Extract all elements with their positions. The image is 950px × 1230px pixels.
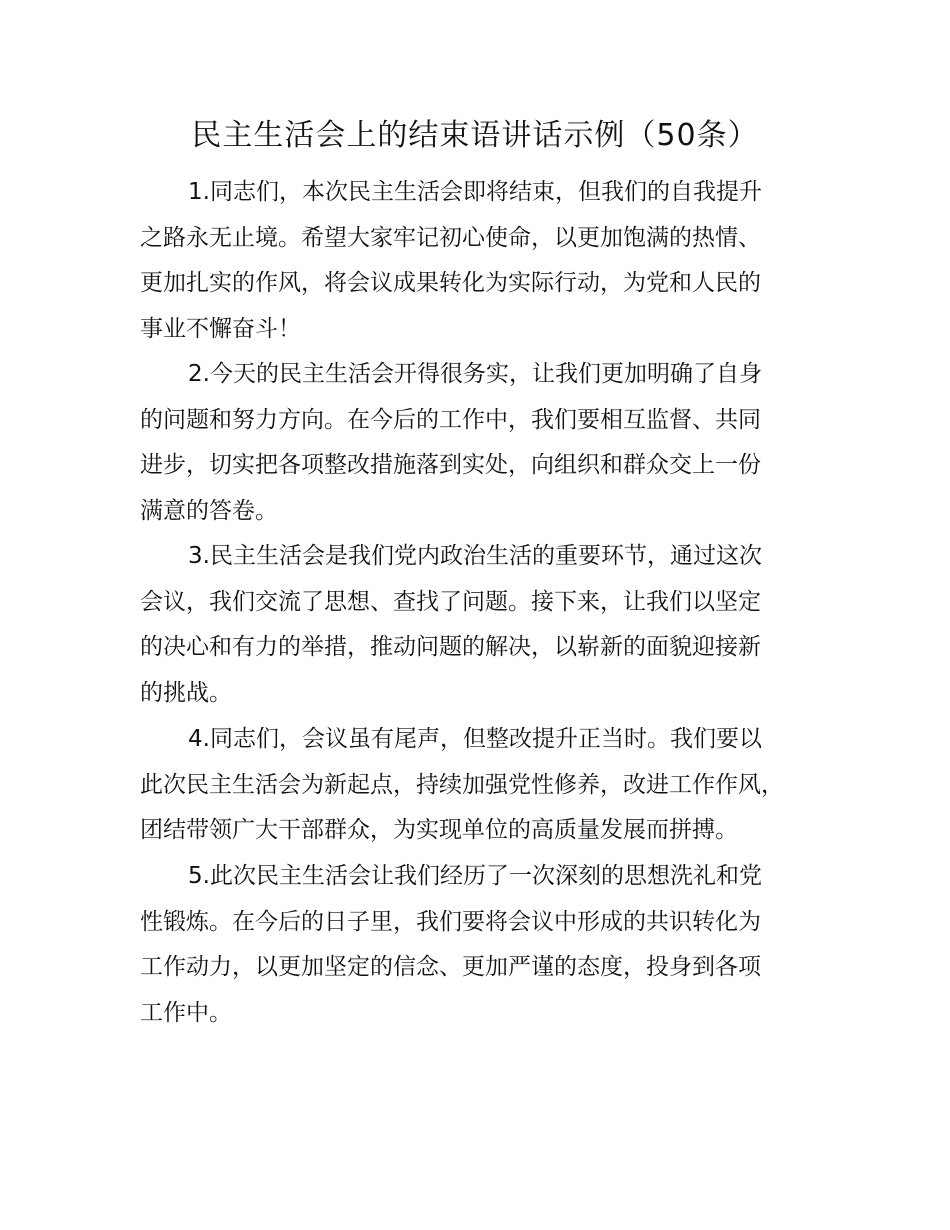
paragraph-line: 4.同志们，会议虽有尾声，但整改提升正当时。我们要以	[188, 726, 762, 752]
paragraph-1	[140, 170, 762, 352]
paragraph-5	[140, 854, 762, 1036]
document-title: 民主生活会上的结束语讲话示例（50条）	[191, 118, 759, 153]
paragraph-line: 会议，我们交流了思想、查找了问题。接下来，让我们以坚定	[140, 588, 761, 615]
paragraph-line: 满意的答卷。	[140, 497, 278, 524]
paragraph-line: 的挑战。	[140, 679, 232, 706]
paragraph-line: 性锻炼。在今后的日子里，我们要将会议中形成的共识转化为	[140, 908, 761, 935]
paragraph-line: 的问题和努力方向。在今后的工作中，我们要相互监督、共同	[140, 406, 761, 433]
paragraph-line: 工作动力，以更加坚定的信念、更加严谨的态度，投身到各项	[140, 954, 761, 980]
paragraph-line: 进步，切实把各项整改措施落到实处，向组织和群众交上一份	[140, 452, 761, 478]
paragraph-line: 3.民主生活会是我们党内政治生活的重要环节，通过这次	[188, 543, 762, 569]
paragraph-line: 事业不懈奋斗！	[140, 315, 301, 342]
paragraph-line: 更加扎实的作风，将会议成果转化为实际行动，为党和人民的	[140, 270, 761, 296]
paragraph-line: 此次民主生活会为新起点，持续加强党性修养，改进工作作风，	[140, 771, 784, 798]
paragraph-line: 团结带领广大干部群众，为实现单位的高质量发展而拼搏。	[140, 817, 738, 843]
paragraph-line: 5.此次民主生活会让我们经历了一次深刻的思想洗礼和党	[188, 863, 762, 889]
paragraph-line: 1.同志们，本次民主生活会即将结束，但我们的自我提升	[188, 179, 762, 205]
paragraph-3	[140, 534, 762, 716]
paragraph-2	[140, 352, 762, 534]
paragraph-4	[140, 717, 784, 854]
paragraph-line: 工作中。	[140, 999, 232, 1026]
paragraph-line: 的决心和有力的举措，推动问题的解决，以崭新的面貌迎接新	[140, 634, 761, 660]
paragraph-line: 2.今天的民主生活会开得很务实，让我们更加明确了自身	[188, 361, 762, 387]
paragraph-line: 之路永无止境。希望大家牢记初心使命，以更加饱满的热情、	[140, 224, 761, 251]
